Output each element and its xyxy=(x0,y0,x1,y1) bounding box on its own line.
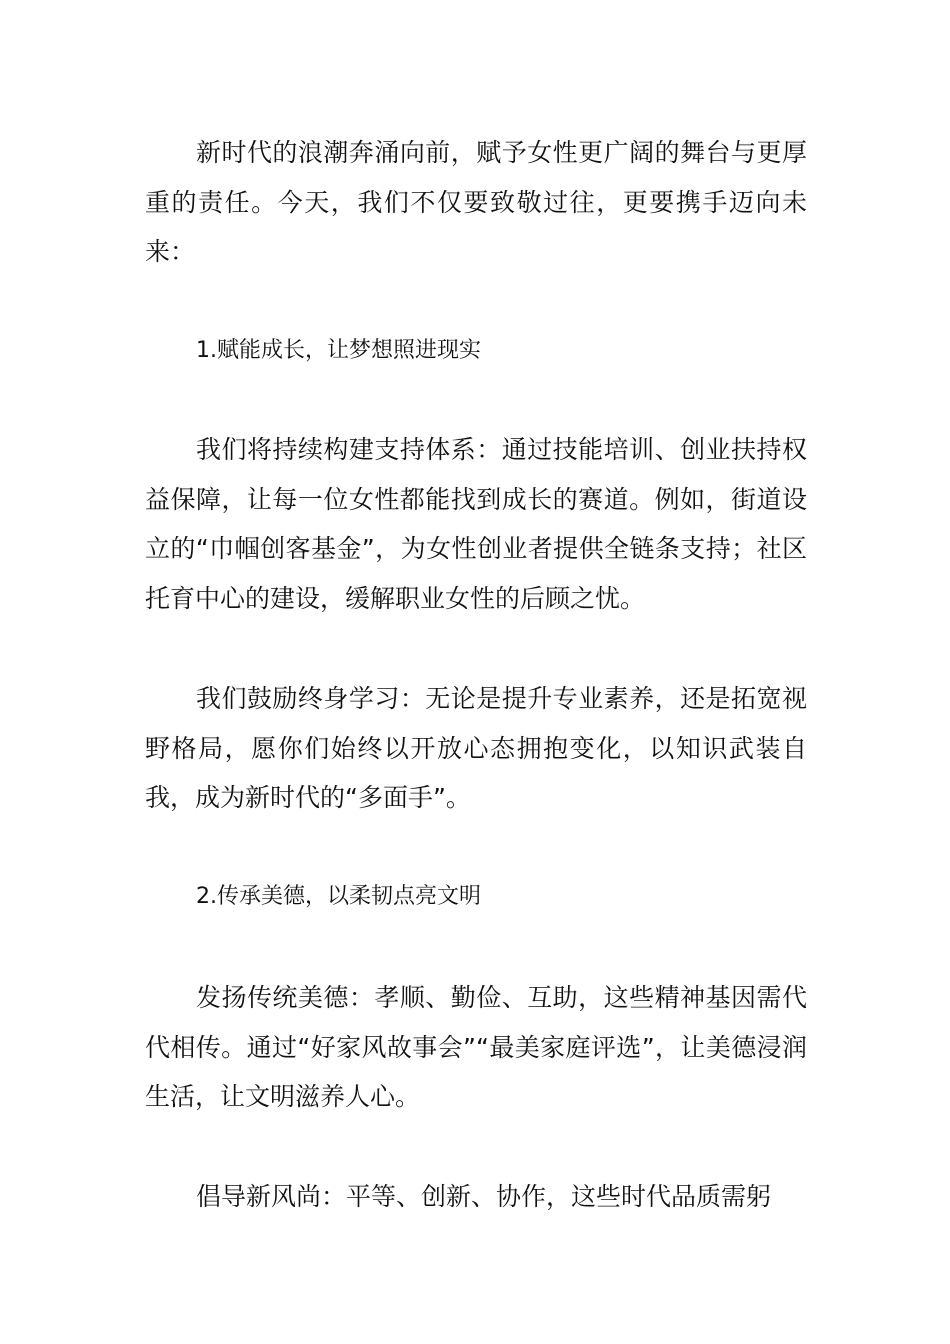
section-heading-2: 2.传承美德，以柔韧点亮文明 xyxy=(196,884,481,909)
paragraph-intro: 新时代的浪潮奔涌向前，赋予女性更广阔的舞台与更厚重的责任。今天，我们不仅要致敬过往，更要携手迈向未来： xyxy=(145,138,807,266)
paragraph-traditional-virtues: 发扬传统美德：孝顺、勤俭、互助，这些精神基因需代代相传。通过“好家风故事会”“最美家庭评选”，让美德浸润生活，让文明滋养人心。 xyxy=(145,983,807,1111)
section-heading-1: 1.赋能成长，让梦想照进现实 xyxy=(196,338,481,363)
paragraph-lifelong-learning: 我们鼓励终身学习：无论是提升专业素养，还是拓宽视野格局，愿你们始终以开放心态拥抱变化，以知识武装自我，成为新时代的“多面手”。 xyxy=(145,684,807,812)
paragraph-support-system: 我们将持续构建支持体系：通过技能培训、创业扶持权益保障，让每一位女性都能找到成长的赛道。例如，街道设立的“巾帼创客基金”，为女性创业者提供全链条支持；社区托育中心的建设，缓解职业女性的后顾之忧。 xyxy=(145,435,807,613)
paragraph-new-trends: 倡导新风尚：平等、创新、协作，这些时代品质需躬 xyxy=(196,1182,772,1211)
